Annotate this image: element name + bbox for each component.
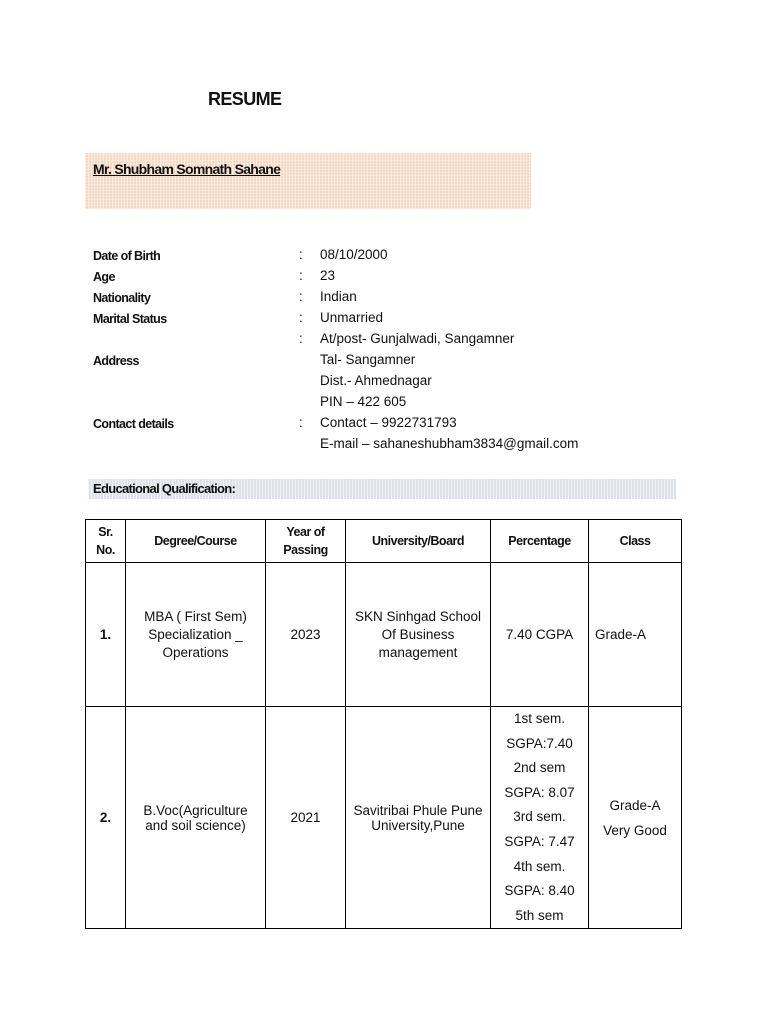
semester-sgpa: SGPA: 8.07	[504, 784, 575, 800]
contact-phone: Contact – 9922731793	[320, 415, 457, 430]
address-line2: Tal- Sangamner	[320, 352, 416, 367]
university-line: University,Pune	[371, 817, 465, 833]
resume-title: RESUME	[208, 89, 282, 109]
name-banner	[85, 153, 531, 209]
education-table	[85, 519, 682, 929]
header-year-line1: Year of	[286, 525, 325, 539]
header-year	[266, 520, 346, 563]
info-row-dob	[93, 247, 713, 268]
separator-colon: :	[299, 331, 303, 346]
header-degree: Degree/Course	[126, 520, 266, 563]
degree-line: Specialization _	[148, 626, 243, 642]
semester-label: 2nd sem	[513, 760, 566, 776]
age-value: 23	[320, 268, 336, 283]
separator-colon: :	[299, 247, 303, 262]
cell-percentage	[491, 707, 589, 929]
candidate-name: Mr. Shubham Somnath Sahane	[93, 161, 281, 177]
semester-label: 4th sem.	[513, 858, 566, 874]
header-sr-line2: No.	[96, 543, 115, 557]
cell-sr: 1.	[86, 563, 126, 707]
info-row-address-pin	[93, 394, 713, 415]
separator-colon: :	[299, 289, 303, 304]
header-sr-no	[86, 520, 126, 563]
cell-university	[346, 707, 491, 929]
nationality-value: Indian	[320, 289, 357, 304]
separator-colon: :	[299, 310, 303, 325]
info-row-marital-status	[93, 310, 713, 331]
header-year-line2: Passing	[283, 543, 328, 557]
cell-degree	[126, 707, 266, 929]
cell-sr: 2.	[86, 707, 126, 929]
header-class: Class	[589, 520, 682, 563]
contact-details-label: Contact details	[93, 417, 174, 431]
address-label: Address	[93, 354, 139, 368]
address-line3: Dist.- Ahmednagar	[320, 373, 432, 388]
semester-label: 3rd sem.	[513, 809, 566, 825]
contact-email: E-mail – sahaneshubham3834@gmail.com	[320, 436, 579, 451]
info-row-contact	[93, 415, 713, 436]
info-row-email	[93, 436, 713, 457]
university-line: Of Business	[381, 626, 455, 642]
university-line: management	[378, 644, 458, 660]
semester-sgpa: SGPA: 8.40	[504, 883, 575, 899]
dob-value: 08/10/2000	[320, 247, 388, 262]
degree-line: Operations	[162, 644, 229, 660]
university-line: Savitribai Phule Pune	[353, 802, 483, 818]
marital-status-value: Unmarried	[320, 310, 384, 325]
degree-line: MBA ( First Sem)	[144, 608, 247, 624]
header-sr-line1: Sr.	[98, 525, 113, 539]
education-section-banner	[88, 479, 676, 499]
separator-colon: :	[299, 268, 303, 283]
cell-degree	[126, 563, 266, 707]
cell-percentage: 7.40 CGPA	[491, 563, 589, 707]
marital-status-label: Marital Status	[93, 312, 167, 326]
personal-details	[93, 247, 713, 457]
degree-line: and soil science)	[145, 817, 246, 833]
dob-label: Date of Birth	[93, 249, 161, 263]
cell-year: 2023	[266, 563, 346, 707]
header-percentage: Percentage	[491, 520, 589, 563]
cell-class	[589, 707, 682, 929]
table-row	[86, 707, 682, 929]
info-row-age	[93, 268, 713, 289]
table-header-row	[86, 520, 682, 563]
cell-class: Grade-A	[589, 563, 682, 707]
header-university: University/Board	[346, 520, 491, 563]
class-remark: Very Good	[603, 822, 667, 838]
table-row	[86, 563, 682, 707]
cell-year: 2021	[266, 707, 346, 929]
address-pin: PIN – 422 605	[320, 394, 407, 409]
info-row-address-line1	[93, 331, 713, 352]
semester-sgpa: SGPA: 7.47	[504, 833, 575, 849]
semester-sgpa: SGPA:7.40	[506, 735, 573, 751]
nationality-label: Nationality	[93, 291, 151, 305]
address-line1: At/post- Gunjalwadi, Sangamner	[320, 331, 515, 346]
info-row-address-line3	[93, 373, 713, 394]
education-heading: Educational Qualification:	[93, 481, 236, 496]
age-label: Age	[93, 270, 115, 284]
university-line: SKN Sinhgad School	[354, 608, 482, 624]
semester-label: 1st sem.	[513, 711, 565, 726]
degree-line: B.Voc(Agriculture	[143, 802, 248, 818]
info-row-address-line2	[93, 352, 713, 373]
cell-university	[346, 563, 491, 707]
semester-label: 5th sem	[515, 907, 564, 923]
info-row-nationality	[93, 289, 713, 310]
class-grade: Grade-A	[609, 797, 661, 813]
separator-colon: :	[299, 415, 303, 430]
